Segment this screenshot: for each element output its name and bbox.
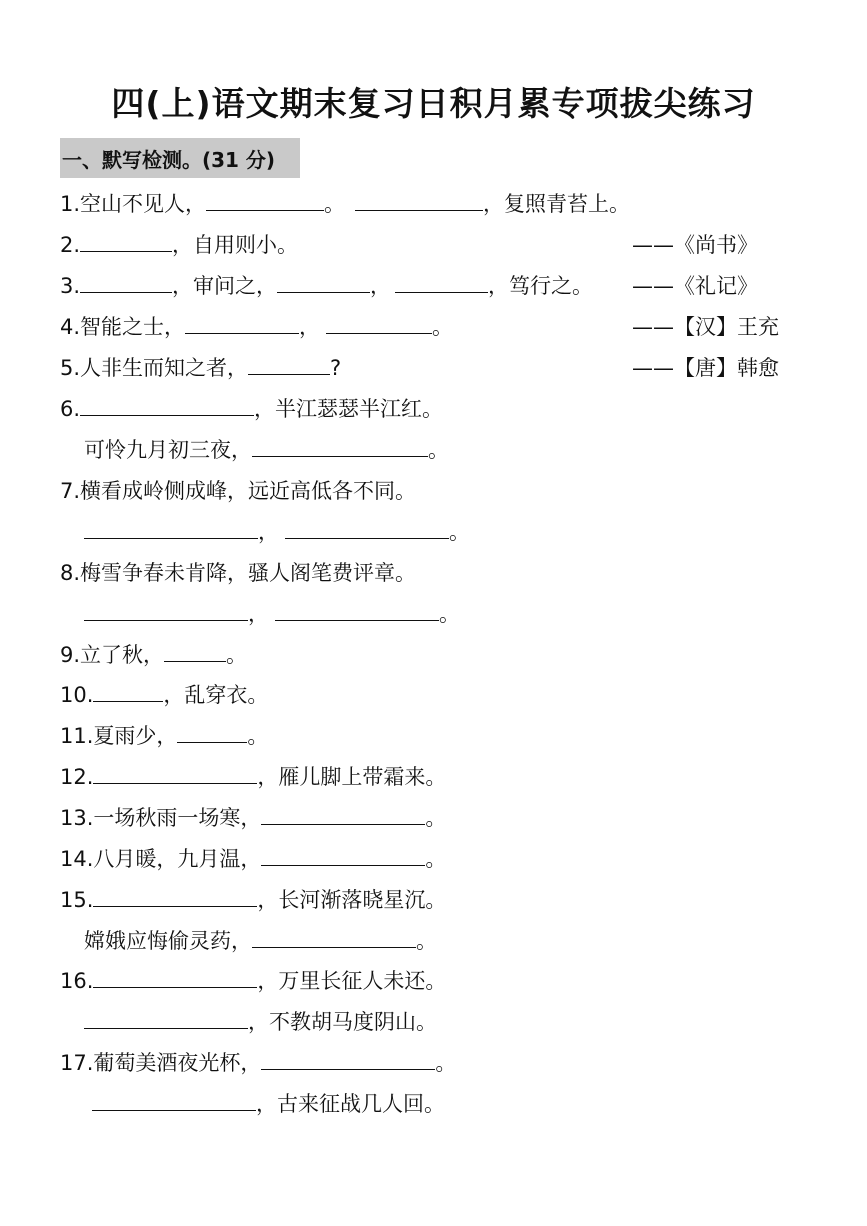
answer-blank[interactable] <box>261 847 425 866</box>
answer-blank[interactable] <box>248 356 330 375</box>
question-7-line-2 <box>84 517 470 547</box>
question-text: 立了秋， <box>80 643 165 667</box>
answer-blank[interactable] <box>93 683 163 702</box>
question-text: ， <box>299 315 321 339</box>
answer-blank[interactable] <box>93 765 257 784</box>
question-6 <box>60 394 443 424</box>
question-number: 10. <box>60 683 94 707</box>
question-12 <box>60 762 446 792</box>
question-text: ，笃行之。 <box>488 274 594 298</box>
question-number: 15. <box>60 888 94 912</box>
question-text: ， <box>258 520 279 544</box>
question-text: 梅雪争春未肯降，骚人阁笔费评章。 <box>80 561 417 585</box>
question-text: ，万里长征人未还。 <box>257 969 447 993</box>
question-10 <box>60 680 268 710</box>
question-number: 5. <box>60 356 81 380</box>
answer-blank[interactable] <box>84 602 248 621</box>
question-4 <box>60 312 453 342</box>
question-text: ， <box>248 602 269 626</box>
question-number: 4. <box>60 315 81 339</box>
question-16-line-2 <box>84 1007 437 1037</box>
question-17-line-2 <box>92 1089 445 1119</box>
question-number: 9. <box>60 643 81 667</box>
question-text: ，雁儿脚上带霜来。 <box>257 765 447 789</box>
question-number: 11. <box>60 724 94 748</box>
answer-blank[interactable] <box>93 888 257 907</box>
question-2 <box>60 230 298 260</box>
question-15 <box>60 885 446 915</box>
section-heading: 一、默写检测。(31 分) <box>60 138 300 178</box>
question-text: 。 <box>425 847 447 871</box>
question-text: 。 <box>324 192 346 216</box>
question-16 <box>60 966 446 996</box>
question-text: 。 <box>449 520 470 544</box>
question-8 <box>60 558 416 588</box>
question-text: 智能之士， <box>80 315 186 339</box>
answer-blank[interactable] <box>252 438 428 457</box>
question-number: 13. <box>60 806 94 830</box>
question-text: 人非生而知之者， <box>80 356 249 380</box>
answer-blank[interactable] <box>80 274 172 293</box>
question-text: ，不教胡马度阴山。 <box>248 1010 437 1034</box>
question-1 <box>60 189 630 219</box>
question-text: 空山不见人， <box>80 192 207 216</box>
answer-blank[interactable] <box>206 192 324 211</box>
question-number: 16. <box>60 969 94 993</box>
answer-blank[interactable] <box>285 520 449 539</box>
question-number: 6. <box>60 397 81 421</box>
question-text: ，长河渐落晓星沉。 <box>257 888 447 912</box>
question-text: 。 <box>432 315 454 339</box>
answer-blank[interactable] <box>84 1010 248 1029</box>
question-text: 夏雨少， <box>93 724 178 748</box>
question-text: 八月暖，九月温， <box>93 847 262 871</box>
answer-blank[interactable] <box>326 315 432 334</box>
answer-blank[interactable] <box>92 1092 256 1111</box>
question-text: 。 <box>435 1051 457 1075</box>
question-6-line-2 <box>84 435 449 465</box>
question-number: 14. <box>60 847 94 871</box>
answer-blank[interactable] <box>185 315 299 334</box>
answer-blank[interactable] <box>80 233 172 252</box>
question-text: 嫦娥应悔偷灵药， <box>84 929 252 953</box>
question-text: ， <box>370 274 392 298</box>
page-title: 四(上)语文期末复习日积月累专项拔尖练习 <box>111 84 756 123</box>
question-3 <box>60 271 593 301</box>
question-13 <box>60 803 446 833</box>
answer-blank[interactable] <box>395 274 488 293</box>
question-17 <box>60 1048 456 1078</box>
answer-blank[interactable] <box>252 929 416 948</box>
answer-blank[interactable] <box>261 1051 435 1070</box>
question-14 <box>60 844 446 874</box>
answer-blank[interactable] <box>355 192 483 211</box>
source-citation: ——《礼记》 <box>632 274 758 298</box>
question-text: 。 <box>226 643 248 667</box>
source-citation: ——【汉】王充 <box>632 315 779 339</box>
question-5 <box>60 353 341 383</box>
question-number: 1. <box>60 192 81 216</box>
question-text: ，古来征战几人回。 <box>256 1092 445 1116</box>
question-text: 横看成岭侧成峰，远近高低各不同。 <box>80 479 417 503</box>
question-text: ，乱穿衣。 <box>163 683 269 707</box>
question-text: ，自用则小。 <box>172 233 299 257</box>
question-text: ，半江瑟瑟半江红。 <box>254 397 444 421</box>
answer-blank[interactable] <box>93 969 257 988</box>
question-text: 。 <box>439 602 460 626</box>
question-8-line-2 <box>84 599 460 629</box>
answer-blank[interactable] <box>177 724 247 743</box>
answer-blank[interactable] <box>80 397 254 416</box>
question-9 <box>60 640 247 670</box>
answer-blank[interactable] <box>84 520 258 539</box>
question-text: 一场秋雨一场寒， <box>93 806 262 830</box>
question-text: 葡萄美酒夜光杯， <box>93 1051 262 1075</box>
question-number: 17. <box>60 1051 94 1075</box>
question-15-line-2 <box>84 926 437 956</box>
question-number: 8. <box>60 561 81 585</box>
question-text: ? <box>330 356 342 380</box>
question-text: 可怜九月初三夜， <box>84 438 252 462</box>
answer-blank[interactable] <box>277 274 370 293</box>
question-number: 2. <box>60 233 81 257</box>
source-citation: ——【唐】韩愈 <box>632 356 779 380</box>
question-11 <box>60 721 268 751</box>
question-7 <box>60 476 416 506</box>
question-text: ，复照青苔上。 <box>483 192 631 216</box>
question-text: 。 <box>425 806 447 830</box>
question-number: 7. <box>60 479 81 503</box>
question-number: 12. <box>60 765 94 789</box>
answer-blank[interactable] <box>164 643 226 662</box>
source-citation: ——《尚书》 <box>632 233 758 257</box>
question-text: 。 <box>428 438 449 462</box>
question-text: 。 <box>247 724 269 748</box>
question-number: 3. <box>60 274 81 298</box>
question-text: ，审问之， <box>172 274 278 298</box>
answer-blank[interactable] <box>261 806 425 825</box>
question-text: 。 <box>416 929 437 953</box>
answer-blank[interactable] <box>275 602 439 621</box>
